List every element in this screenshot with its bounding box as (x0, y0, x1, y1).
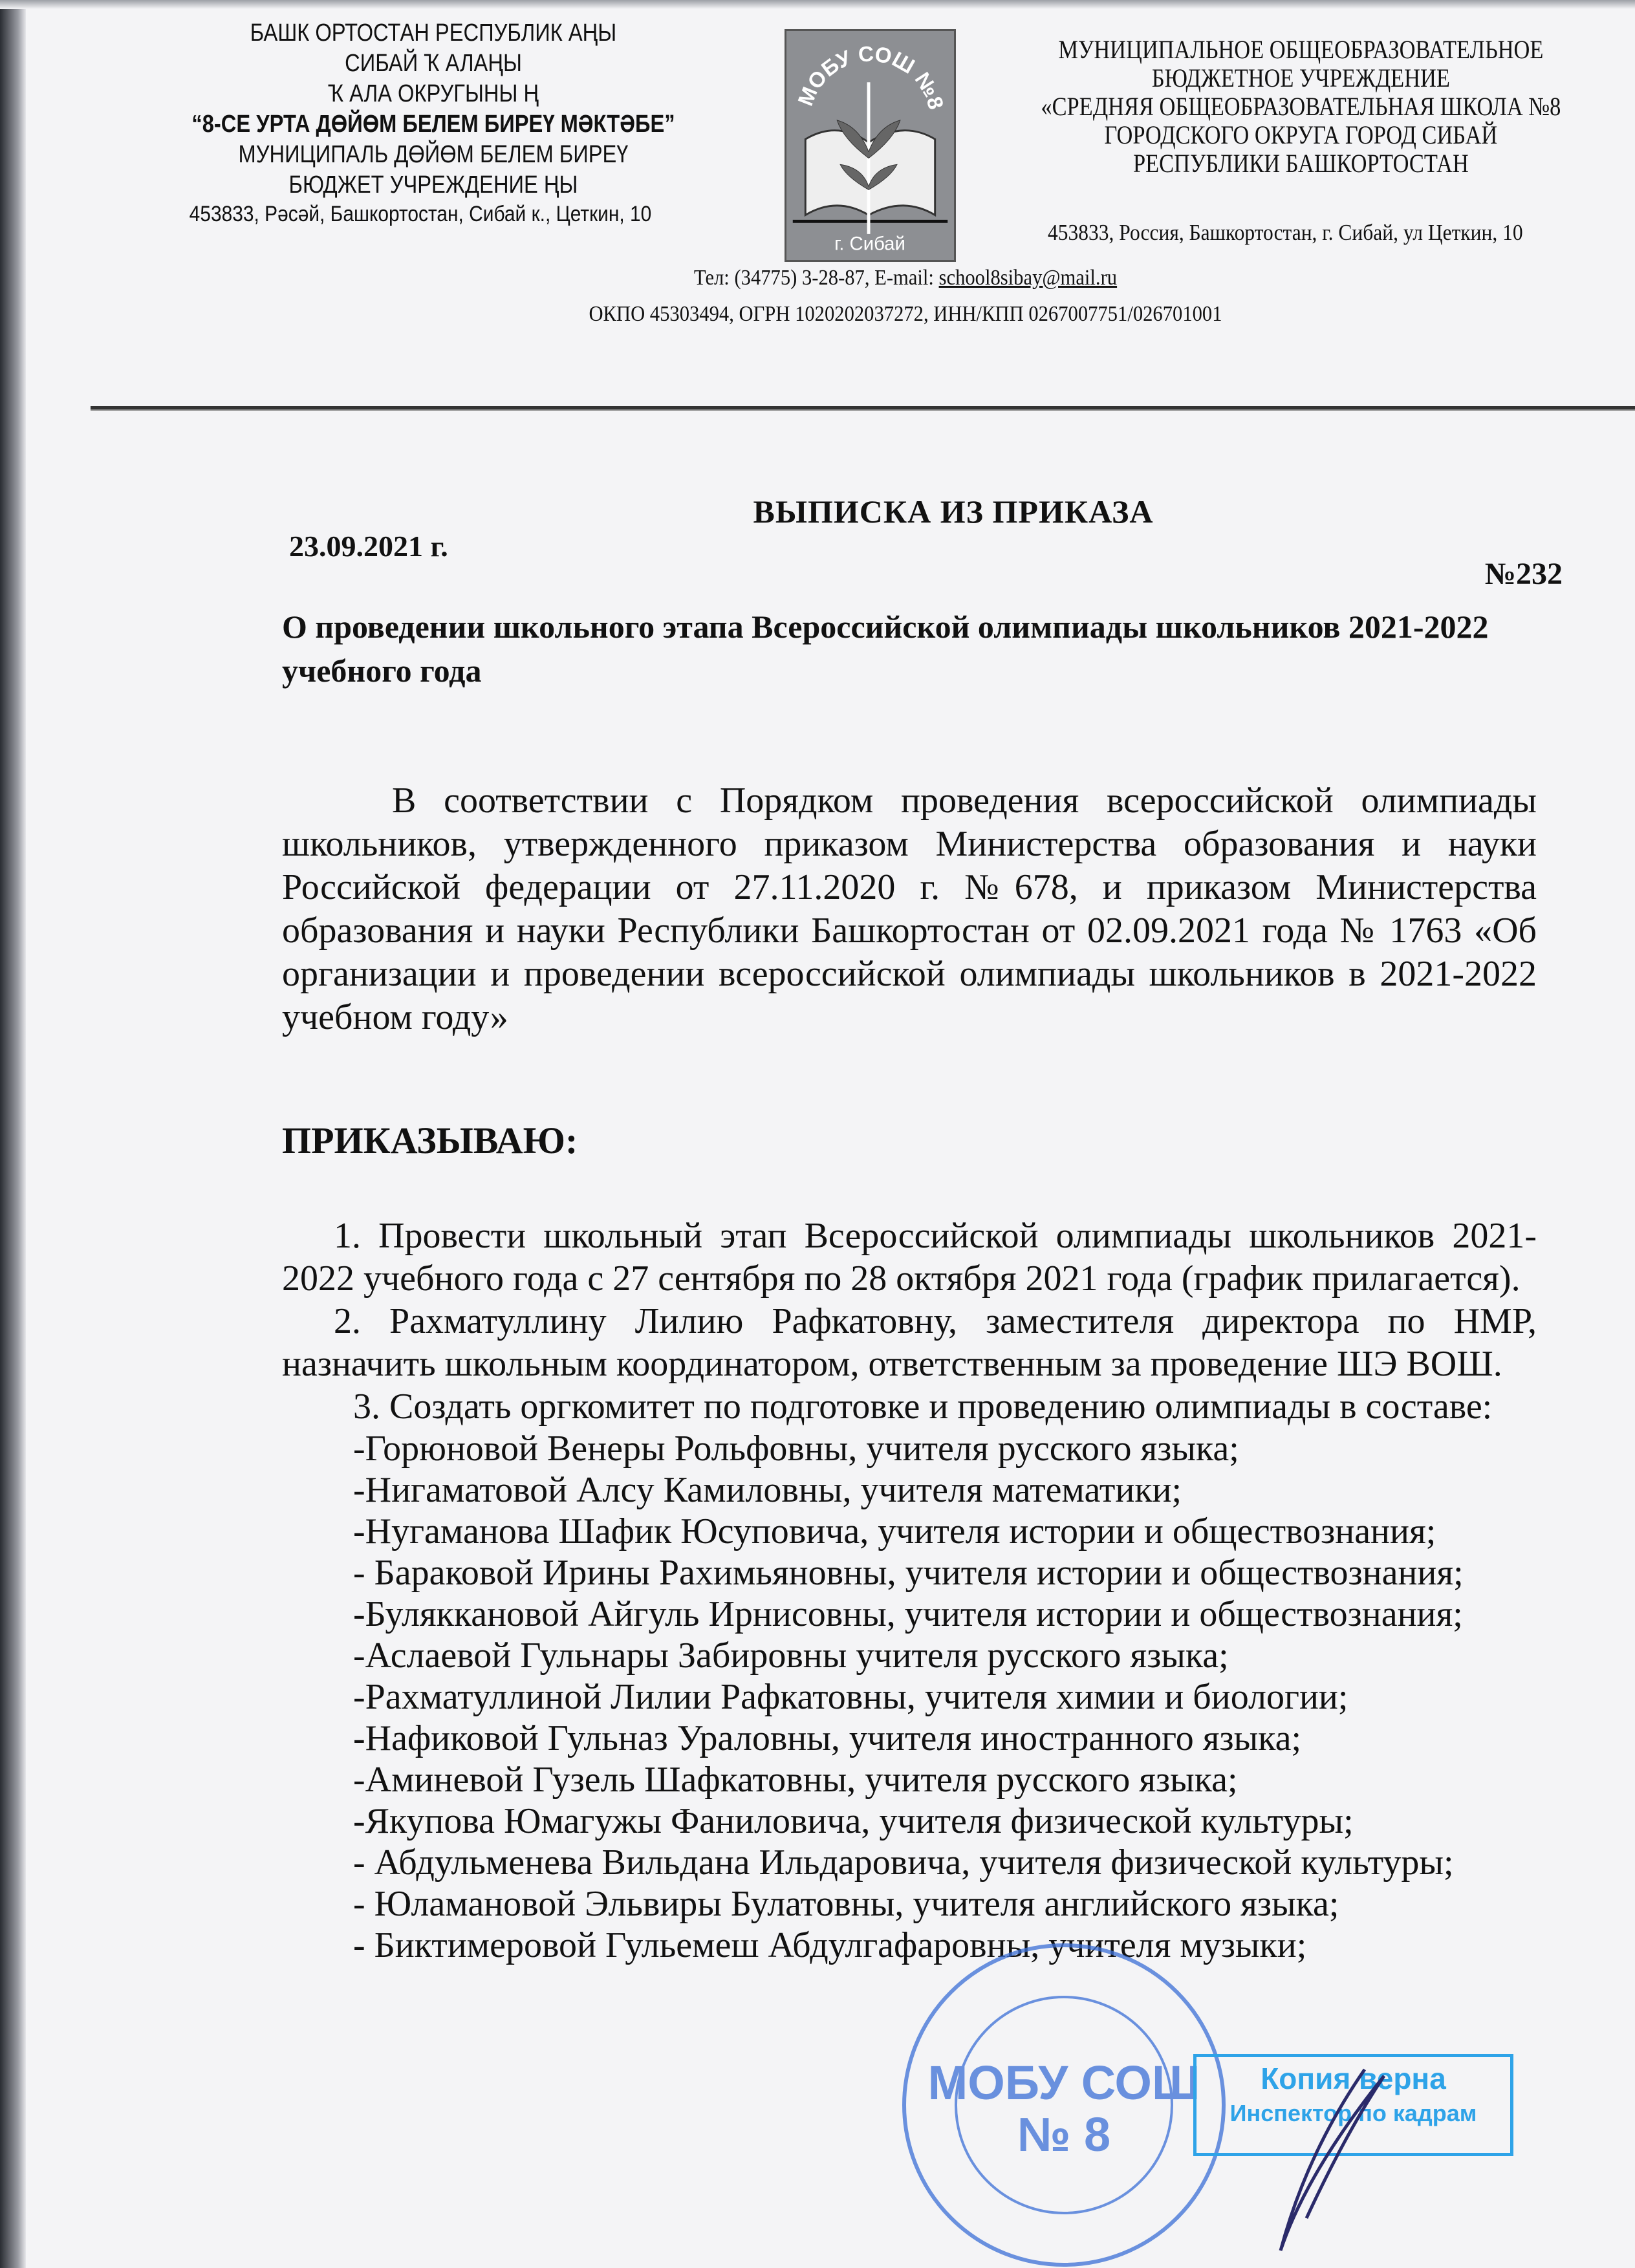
header-left-line: МУНИЦИПАЛЬ ДӨЙӨМ БЕЛЕМ БИРЕҮ (238, 141, 629, 168)
order-items (282, 1215, 1537, 1966)
document-title: ВЫПИСКА ИЗ ПРИКАЗА (753, 493, 1154, 530)
header-right-line: БЮДЖЕТНОЕ УЧРЕЖДЕНИЕ (1151, 63, 1450, 92)
order-item-3: 3. Создать оргкомитет по подготовке и проведению олимпиады в составе: (353, 1387, 1493, 1427)
phone-text: Тел: (34775) 3-28-87, E-mail: (693, 266, 939, 290)
seal-center-text: МОБУ СОШ № 8 (927, 2056, 1200, 2161)
member-item: -Аминевой Гузель Шафкатовны, учителя русского языка; (353, 1760, 1238, 1800)
member-item: - Абдульменева Вильдана Ильдаровича, учителя физической культуры; (353, 1842, 1454, 1883)
member-item: -Рахматуллиной Лилии Рафкатовны, учителя химии и биологии; (353, 1677, 1348, 1717)
header-left-address: 453833, Рәсәй, Башкортостан, Сибай к., Цеткин, 10 (189, 202, 652, 226)
order-item-2: 2. Рахматуллину Лилию Рафкатовну, заместителя директора по НМР, назначить школьным координатором, ответственным за проведение ШЭ ВОШ. (282, 1301, 1537, 1384)
committee-members (353, 1428, 1537, 1966)
school-seal-stamp (902, 1943, 1226, 2267)
logo-top-text: МОБУ СОШ №8 (794, 42, 948, 113)
order-date: 23.09.2021 г. (289, 530, 448, 563)
scan-edge (0, 0, 26, 2268)
order-subject: О проведении школьного этапа Всероссийской олимпиады школьников 2021-2022 учебного года (282, 609, 1489, 689)
header-left-line: БЮДЖЕТ УЧРЕЖДЕНИЕ ҢЫ (288, 171, 578, 199)
member-item: -Якупова Юмагужы Фаниловича, учителя физической культуры; (353, 1801, 1354, 1841)
member-item: -Горюновой Венеры Рольфовны, учителя русского языка; (353, 1429, 1239, 1469)
member-item: - Бараковой Ирины Рахимьяновны, учителя истории и обществознания; (353, 1553, 1464, 1593)
copy-stamp-line2: Инспектор по кадрам (1229, 2100, 1477, 2126)
header-right-russian (1028, 36, 1574, 178)
member-item: - Биктимеровой Гульемеш Абдулгафаровны, учителя музыки; (353, 1925, 1307, 1965)
header-left-line: БАШК ОРТОСТАН РЕСПУБЛИК АҢЫ (250, 19, 617, 47)
copy-stamp-line1: Копия верна (1261, 2062, 1446, 2095)
scan-shadow (0, 0, 1635, 9)
email-link[interactable]: school8sibay@mail.ru (938, 266, 1118, 290)
header-left-line: СИБАЙ Ҡ АЛАҢЫ (345, 50, 522, 77)
header-right-line: «СРЕДНЯЯ ОБЩЕОБРАЗОВАТЕЛЬНАЯ ШКОЛА №8 (1041, 92, 1561, 121)
member-item: -Нафиковой Гульназ Ураловны, учителя иностранного языка; (353, 1718, 1302, 1758)
registration-codes: ОКПО 45303494, ОГРН 1020202037272, ИНН/КПП 0267007751/026701001 (589, 302, 1222, 326)
member-item: -Нугаманова Шафик Юсуповича, учителя истории и обществознания; (353, 1511, 1436, 1551)
preamble-paragraph: В соответствии с Порядком проведения всероссийской олимпиады школьников, утвержденного приказом Министерства образования и науки Российской федерации от 27.11.2020 г. №678, и приказом Министерства образования и науки Республики Башкортостан от 02.09.2021 года № 1763 «Об организации и проведении всероссийской олимпиады школьников в 2021-2022 учебном году» (282, 781, 1537, 1037)
header-left-school-name: “8-СЕ УРТА ДӨЙӨМ БЕЛЕМ БИРЕҮ МӘКТӘБЕ” (191, 111, 675, 138)
member-item: - Юламановой Эльвиры Булатовны, учителя английского языка; (353, 1884, 1339, 1924)
svg-text:МОБУ СОШ №8 (794, 42, 947, 112)
logo-bottom-text: г. Сибай (834, 233, 905, 255)
order-heading: ПРИКАЗЫВАЮ: (282, 1119, 578, 1161)
handwritten-signature (1268, 2057, 1397, 2263)
member-item: -Нигаматовой Алсу Камиловны, учителя математики; (353, 1470, 1182, 1510)
header-left-bashkir (155, 18, 711, 200)
header-right-address: 453833, Россия, Башкортостан, г. Сибай, ул Цеткин, 10 (1048, 220, 1523, 245)
header-divider (91, 406, 1635, 411)
header-right-line: РЕСПУБЛИКИ БАШКОРТОСТАН (1132, 149, 1469, 178)
header-right-line: ГОРОДСКОГО ОКРУГА ГОРОД СИБАЙ (1104, 120, 1498, 149)
contacts-block (498, 260, 1313, 332)
order-number: №232 (1484, 557, 1563, 591)
order-item-1: 1. Провести школьный этап Всероссийской олимпиады школьников 2021-2022 учебного года с 27 сентября по 28 октября 2021 года (график прилагается). (282, 1216, 1537, 1299)
school-logo (785, 29, 956, 262)
header-left-line: Ҡ АЛА ОКРУГЫНЫ Ң (327, 80, 539, 107)
header-right-line: МУНИЦИПАЛЬНОЕ ОБЩЕОБРАЗОВАТЕЛЬНОЕ (1058, 35, 1544, 64)
member-item: -Аслаевой Гульнары Забировны учителя русского языка; (353, 1636, 1229, 1676)
member-item: -Буляккановой Айгуль Ирнисовны, учителя истории и обществознания; (353, 1594, 1463, 1634)
